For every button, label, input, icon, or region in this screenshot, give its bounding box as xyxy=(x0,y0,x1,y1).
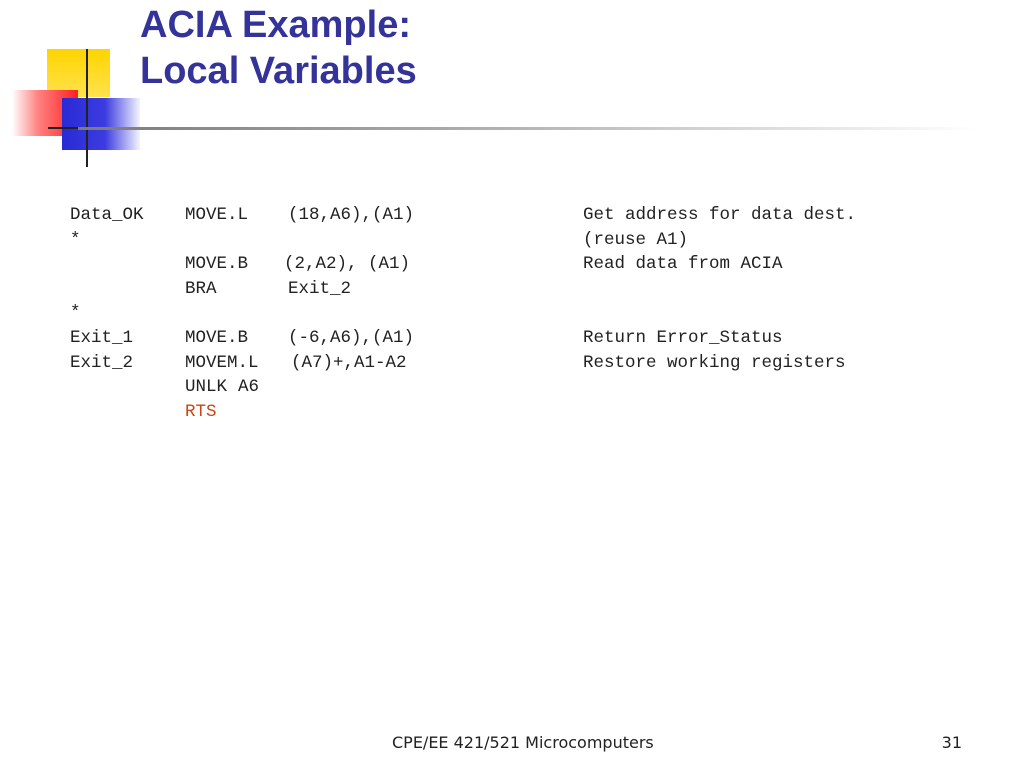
code-operands: (-6,A6),(A1) xyxy=(288,327,415,348)
code-opcode-rts: RTS xyxy=(185,401,217,422)
slide-footer: CPE/EE 421/521 Microcomputers xyxy=(392,733,654,752)
logo-horizontal-line xyxy=(48,127,78,129)
code-label: Exit_1 xyxy=(70,327,134,348)
logo-blue-square xyxy=(62,98,140,150)
slide-logo xyxy=(0,0,150,170)
code-operands: A6 xyxy=(238,377,260,398)
code-line xyxy=(70,377,260,402)
logo-vertical-line xyxy=(86,49,88,167)
code-comment: Read data from ACIA xyxy=(583,254,783,275)
code-line xyxy=(70,278,352,304)
code-opcode: MOVE.L xyxy=(185,205,249,225)
code-opcode: MOVE.B xyxy=(185,327,249,348)
code-operands: (2,A2), (A1) xyxy=(284,254,411,275)
code-opcode: UNLK xyxy=(185,377,228,398)
code-line xyxy=(70,254,783,279)
title-line-2: Local Variables xyxy=(140,50,417,92)
code-operands: (18,A6),(A1) xyxy=(288,205,415,225)
code-line xyxy=(70,205,857,230)
page-number: 31 xyxy=(941,733,962,752)
code-opcode: BRA xyxy=(185,278,217,299)
code-operands: (A7)+,A1-A2 xyxy=(291,352,407,373)
title-rule xyxy=(78,127,978,130)
slide-title xyxy=(140,2,417,94)
code-listing xyxy=(70,205,857,426)
code-opcode: MOVE.B xyxy=(185,254,249,275)
code-line xyxy=(70,303,112,328)
code-comment: Return Error_Status xyxy=(583,327,783,348)
code-comment: Restore working registers xyxy=(583,352,846,373)
code-comment: (reuse A1) xyxy=(583,229,689,250)
code-label: * xyxy=(70,303,81,324)
code-line xyxy=(70,352,846,378)
code-label: Exit_2 xyxy=(70,352,134,373)
code-operands: Exit_2 xyxy=(288,278,352,299)
code-label: * xyxy=(70,229,81,250)
code-opcode: MOVEM.L xyxy=(185,352,259,373)
title-line-1: ACIA Example: xyxy=(140,4,411,46)
code-label: Data_OK xyxy=(70,205,144,225)
code-line xyxy=(70,401,217,427)
code-comment: Get address for data dest. xyxy=(583,205,857,225)
code-line xyxy=(70,229,689,255)
code-line xyxy=(70,327,783,353)
